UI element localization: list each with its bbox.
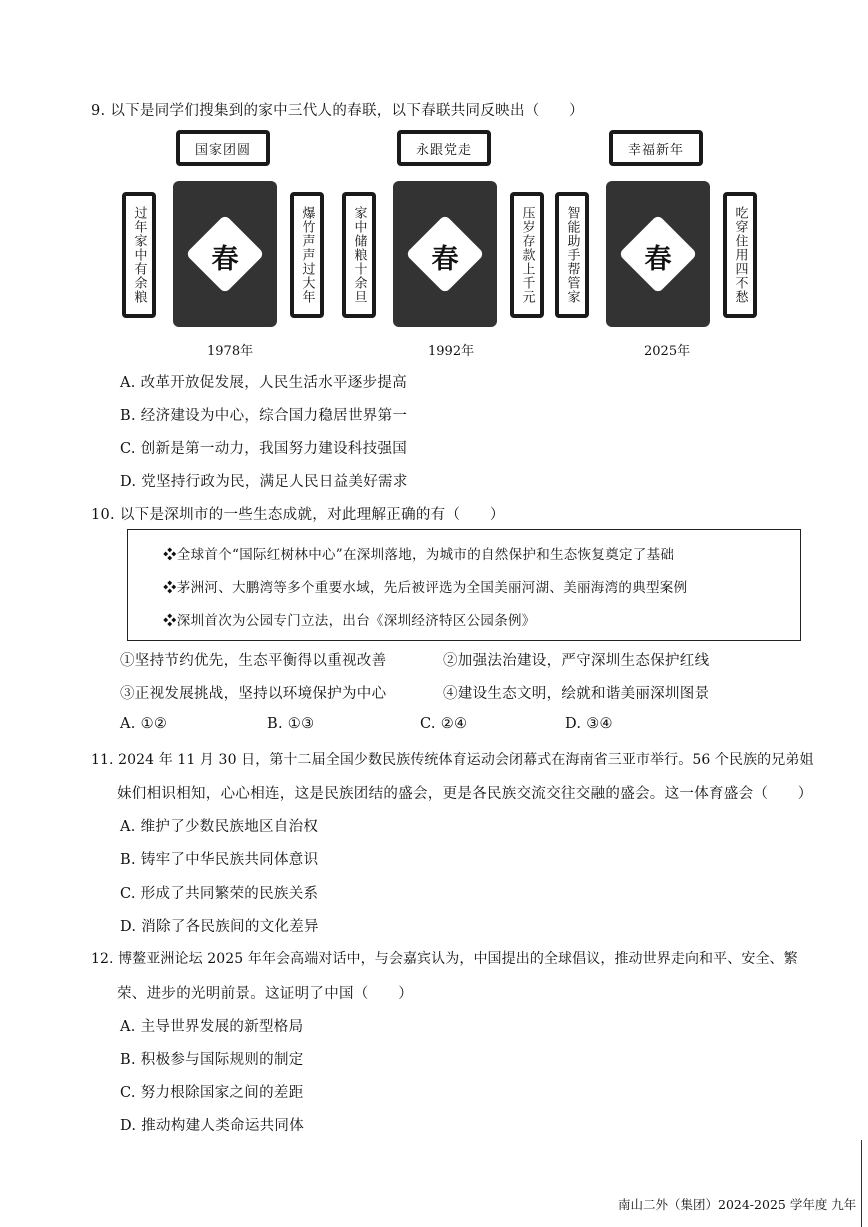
q9-option-c[interactable]: C. 创新是第一动力，我国努力建设科技强国 xyxy=(120,441,408,457)
q9-option-b[interactable]: B. 经济建设为中心，综合国力稳居世界第一 xyxy=(120,408,408,424)
couplet-right-1992 xyxy=(510,192,544,318)
couplet-horizontal-text: 幸福新年 xyxy=(612,133,700,163)
q12-option-d[interactable]: D. 推动构建人类命运共同体 xyxy=(120,1118,305,1134)
q10-choice-a[interactable]: A. ①② xyxy=(120,716,168,732)
couplet-right-text: 压岁存款上千元 xyxy=(519,206,535,304)
q11-stem-line1: 11. 2024 年 11 月 30 日，第十二届全国少数民族传统体育运动会闭幕式在海南省三亚市举行。56 个民族的兄弟姐 xyxy=(91,752,814,768)
couplet-right-text: 爆竹声声过大年 xyxy=(299,206,315,304)
q12-option-a[interactable]: A. 主导世界发展的新型格局 xyxy=(120,1019,304,1035)
couplet-left-2025 xyxy=(555,192,589,318)
footer-school-name: 南山二外（集团）2024-2025 学年度 九年 xyxy=(618,1197,857,1212)
fu-character: 春 xyxy=(644,244,672,275)
couplet-right-2025 xyxy=(723,192,757,318)
q10-box-item: ❖深圳首次为公园专门立法，出台《深圳经济特区公园条例》 xyxy=(163,613,536,629)
couplet-horizontal-1992 xyxy=(397,130,491,166)
couplet-right-text: 吃穿住用四不愁 xyxy=(732,206,748,304)
fu-door-2025 xyxy=(606,181,710,327)
q9-option-a[interactable]: A. 改革开放促发展，人民生活水平逐步提高 xyxy=(120,375,407,391)
q11-stem-line2: 妹们相识相知，心心相连，这是民族团结的盛会，更是各民族交流交往交融的盛会。这一体育盛会（ ） xyxy=(117,786,813,802)
year-label-1978: 1978年 xyxy=(207,344,254,359)
q10-choice-b[interactable]: B. ①③ xyxy=(267,716,315,732)
couplet-right-1978 xyxy=(290,192,324,318)
q12-option-b[interactable]: B. 积极参与国际规则的制定 xyxy=(120,1052,304,1068)
couplet-horizontal-text: 永跟党走 xyxy=(400,133,488,163)
q10-statement-3: ③正视发展挑战，坚持以环境保护为中心 xyxy=(120,686,387,702)
q12-option-c[interactable]: C. 努力根除国家之间的差距 xyxy=(120,1085,304,1101)
q11-option-b[interactable]: B. 铸牢了中华民族共同体意识 xyxy=(120,852,319,868)
couplet-horizontal-1978 xyxy=(176,130,270,166)
q10-box-item: ❖茅洲河、大鹏湾等多个重要水域，先后被评选为全国美丽河湖、美丽海湾的典型案例 xyxy=(163,580,688,596)
q11-option-d[interactable]: D. 消除了各民族间的文化差异 xyxy=(120,919,319,935)
year-label-1992: 1992年 xyxy=(428,344,475,359)
q12-stem-line2: 荣、进步的光明前景。这证明了中国（ ） xyxy=(117,986,413,1002)
q11-option-c[interactable]: C. 形成了共同繁荣的民族关系 xyxy=(120,886,319,902)
couplet-horizontal-text: 国家团圆 xyxy=(179,133,267,163)
fu-character: 春 xyxy=(431,244,459,275)
fu-character: 春 xyxy=(211,244,239,275)
q10-choice-c[interactable]: C. ②④ xyxy=(420,716,468,732)
couplet-left-text: 智能助手帮管家 xyxy=(564,206,580,304)
couplet-left-1992 xyxy=(342,192,376,318)
q10-statement-2: ②加强法治建设，严守深圳生态保护红线 xyxy=(443,653,710,669)
q9-stem: 9. 以下是同学们搜集到的家中三代人的春联，以下春联共同反映出（ ） xyxy=(91,103,584,119)
page-edge-line xyxy=(861,1140,862,1227)
couplet-left-1978 xyxy=(122,192,156,318)
fu-door-1978 xyxy=(173,181,277,327)
q12-stem-line1: 12. 博鳌亚洲论坛 2025 年年会高端对话中，与会嘉宾认为，中国提出的全球倡议，推动世界走向和平、安全、繁 xyxy=(91,951,798,967)
q9-option-d[interactable]: D. 党坚持行政为民，满足人民日益美好需求 xyxy=(120,474,408,490)
q10-stem: 10. 以下是深圳市的一些生态成就，对此理解正确的有（ ） xyxy=(91,507,505,523)
couplet-left-text: 过年家中有余粮 xyxy=(131,206,147,304)
q10-statement-1: ①坚持节约优先，生态平衡得以重视改善 xyxy=(120,653,387,669)
year-label-2025: 2025年 xyxy=(644,344,691,359)
q10-statement-4: ④建设生态文明，绘就和谐美丽深圳图景 xyxy=(443,686,710,702)
couplet-horizontal-2025 xyxy=(609,130,703,166)
q11-option-a[interactable]: A. 维护了少数民族地区自治权 xyxy=(120,819,319,835)
q10-choice-d[interactable]: D. ③④ xyxy=(565,716,613,732)
fu-door-1992 xyxy=(393,181,497,327)
couplet-left-text: 家中储粮十余旦 xyxy=(351,206,367,304)
q10-box-item: ❖全球首个“国际红树林中心”在深圳落地，为城市的自然保护和生态恢复奠定了基础 xyxy=(163,547,675,563)
